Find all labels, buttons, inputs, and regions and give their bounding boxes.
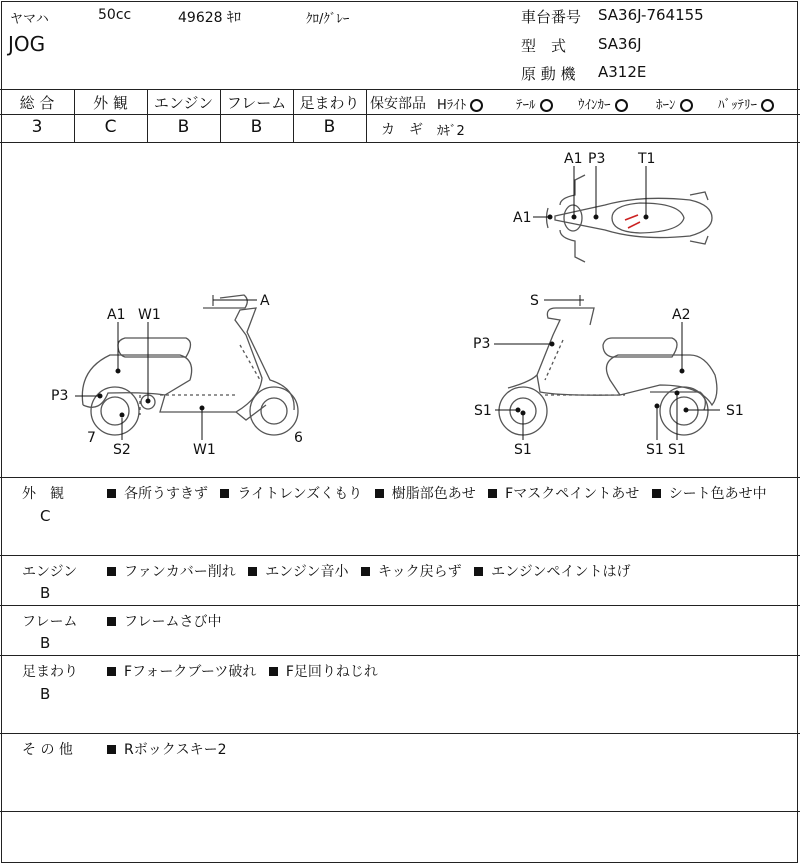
label-7: 7 — [87, 430, 96, 446]
divider — [0, 89, 800, 90]
label-S1-b: S1 — [514, 442, 532, 458]
label-T1: T1 — [638, 151, 656, 167]
mileage: 49628 ｷﾛ — [178, 10, 241, 26]
label-S: S — [530, 293, 539, 309]
key-label: カ ギ — [381, 122, 423, 138]
grade-label-suspension: 足まわり — [299, 94, 360, 112]
label-S1-d: S1 — [646, 442, 664, 458]
label-A1-left: A1 — [513, 210, 532, 226]
type-label: 型 式 — [521, 37, 567, 55]
frame-no-label: 車台番号 — [521, 8, 582, 26]
divider — [0, 605, 800, 606]
label-6: 6 — [294, 430, 303, 446]
safety-label: 保安部品 — [370, 96, 426, 112]
divider — [0, 655, 800, 656]
grade-total: 3 — [31, 117, 43, 137]
type-value: SA36J — [598, 35, 642, 53]
label-A: A — [260, 293, 270, 309]
grade-label-frame: フレーム — [226, 94, 287, 112]
note-items-engine: ファンカバー削れ エンジン音小 キック戻らず エンジンペイントはげ — [105, 561, 630, 581]
engine-label: 原 動 機 — [521, 65, 576, 83]
safety-item-horn: ﾎｰﾝ — [656, 94, 693, 113]
grade-frame: B — [250, 117, 263, 137]
label-A2: A2 — [672, 307, 691, 323]
note-label-exterior: 外 観 — [22, 486, 64, 502]
bullet-square-icon — [220, 489, 229, 498]
note-label-suspension: 足まわり — [22, 664, 78, 680]
note-items-exterior: 各所うすきず ライトレンズくもり 樹脂部色あせ Fマスクペイントあせ シート色あせ中 — [105, 483, 767, 503]
divider — [366, 89, 367, 142]
damage-mark — [625, 215, 640, 228]
grade-label-total: 総 合 — [19, 94, 55, 112]
label-W1: W1 — [138, 307, 161, 323]
note-items-suspension: Fフォークブーツ破れ F足回りねじれ — [105, 661, 378, 681]
ok-circle-icon — [470, 99, 483, 112]
safety-item-tail: ﾃｰﾙ — [516, 94, 553, 113]
key-value: ｶｷﾞ2 — [437, 124, 465, 139]
ok-circle-icon — [761, 99, 774, 112]
label-W1-bottom: W1 — [193, 442, 216, 458]
label-P3: P3 — [51, 388, 69, 404]
bullet-square-icon — [107, 567, 116, 576]
note-grade-frame: B — [40, 634, 51, 652]
bullet-square-icon — [248, 567, 257, 576]
bullet-square-icon — [361, 567, 370, 576]
bullet-square-icon — [652, 489, 661, 498]
grade-label-engine: エンジン — [153, 94, 214, 112]
note-label-frame: フレーム — [22, 614, 78, 630]
grade-exterior: C — [104, 117, 117, 137]
safety-parts — [370, 93, 426, 113]
frame-no: SA36J-764155 — [598, 6, 704, 24]
engine-value: A312E — [598, 63, 647, 81]
note-grade-exterior: C — [40, 507, 51, 525]
safety-item-battery: ﾊﾞｯﾃﾘｰ — [718, 94, 774, 113]
note-items-other: Rボックスキー2 — [105, 739, 227, 759]
divider — [0, 477, 800, 478]
maker: ヤマハ — [10, 12, 49, 27]
ok-circle-icon — [540, 99, 553, 112]
safety-item-headlight: Hﾗｲﾄ — [437, 94, 483, 113]
label-S2: S2 — [113, 442, 131, 458]
grade-suspension: B — [323, 117, 336, 137]
ok-circle-icon — [680, 99, 693, 112]
displacement: 50cc — [98, 7, 132, 23]
label-A1-top: A1 — [564, 151, 583, 167]
bullet-square-icon — [107, 617, 116, 626]
bullet-square-icon — [107, 667, 116, 676]
model-name: JOG — [8, 32, 46, 56]
bullet-square-icon — [107, 489, 116, 498]
label-P3-top: P3 — [588, 151, 606, 167]
grade-engine: B — [177, 117, 190, 137]
divider — [0, 114, 800, 115]
label-P3-right: P3 — [473, 336, 491, 352]
safety-item-winker: ｳｲﾝｶｰ — [578, 94, 628, 113]
bullet-square-icon — [269, 667, 278, 676]
grade-label-exterior: 外 観 — [93, 94, 128, 112]
divider — [0, 811, 800, 812]
divider — [0, 733, 800, 734]
divider — [0, 555, 800, 556]
note-grade-suspension: B — [40, 685, 51, 703]
label-A1: A1 — [107, 307, 126, 323]
bullet-square-icon — [474, 567, 483, 576]
bullet-square-icon — [375, 489, 384, 498]
bullet-square-icon — [107, 745, 116, 754]
label-S1-a: S1 — [474, 403, 492, 419]
damage-diagram — [0, 143, 800, 477]
bullet-square-icon — [488, 489, 497, 498]
color: ｸﾛ/ｸﾞﾚｰ — [306, 12, 350, 27]
ok-circle-icon — [615, 99, 628, 112]
label-S1-c: S1 — [726, 403, 744, 419]
note-label-engine: エンジン — [22, 564, 78, 580]
note-label-other: そ の 他 — [22, 742, 73, 758]
label-S1-e: S1 — [668, 442, 686, 458]
note-items-frame: フレームさび中 — [105, 611, 221, 631]
note-grade-engine: B — [40, 584, 51, 602]
